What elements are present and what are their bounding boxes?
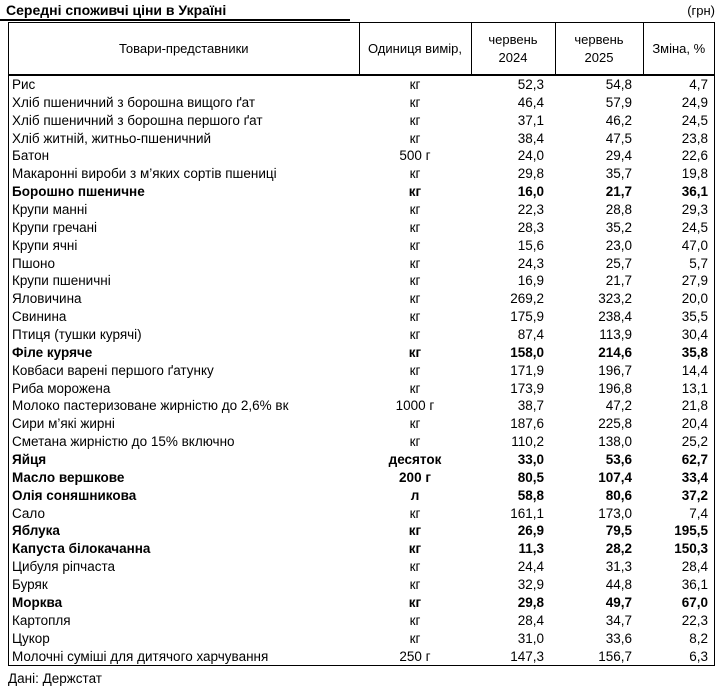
product-cell: Макаронні вироби з м’яких сортів пшениці bbox=[12, 166, 277, 182]
product-cell: Морква bbox=[12, 594, 63, 610]
table-row bbox=[9, 558, 714, 576]
unit-cell: кг bbox=[409, 112, 421, 128]
change-percent-cell: 22,6 bbox=[681, 148, 708, 164]
price-june-2024-cell: 29,8 bbox=[517, 594, 544, 610]
unit-cell: кг bbox=[409, 612, 421, 628]
product-cell: Рис bbox=[12, 77, 36, 92]
price-june-2025-cell: 35,7 bbox=[605, 166, 632, 182]
price-june-2025-cell: 46,2 bbox=[605, 112, 632, 128]
table-row bbox=[9, 540, 714, 558]
table-row bbox=[9, 451, 714, 469]
product-cell: Свинина bbox=[12, 309, 67, 325]
price-june-2024-cell: 16,0 bbox=[517, 184, 544, 200]
column-header-change: Зміна, % bbox=[643, 23, 714, 75]
change-percent-cell: 195,5 bbox=[674, 523, 708, 539]
unit-cell: кг bbox=[408, 344, 422, 360]
price-june-2024-cell: 29,8 bbox=[517, 166, 544, 182]
change-percent-cell: 35,5 bbox=[681, 309, 708, 325]
currency-note: (грн) bbox=[687, 3, 715, 18]
price-june-2024-cell: 28,4 bbox=[517, 612, 544, 628]
unit-cell: кг bbox=[408, 594, 422, 610]
change-percent-cell: 47,0 bbox=[681, 237, 708, 253]
product-cell: Олія соняшникова bbox=[12, 487, 137, 503]
price-june-2024-cell: 110,2 bbox=[511, 434, 544, 450]
price-june-2024-cell: 171,9 bbox=[510, 362, 544, 378]
price-june-2025-cell: 25,7 bbox=[605, 255, 632, 271]
change-percent-cell: 22,3 bbox=[681, 612, 708, 628]
unit-cell: кг bbox=[409, 362, 421, 378]
table-row bbox=[9, 630, 714, 648]
product-cell: Цибуля ріпчаста bbox=[12, 559, 116, 575]
column-header-product: Товари-представники bbox=[9, 23, 359, 75]
table-row bbox=[9, 290, 714, 308]
table-row bbox=[9, 201, 714, 219]
price-june-2025-cell: 28,2 bbox=[605, 541, 632, 557]
price-june-2025-cell: 138,0 bbox=[598, 434, 632, 450]
unit-cell: кг bbox=[409, 77, 421, 92]
price-june-2025-cell: 21,7 bbox=[605, 273, 632, 289]
price-june-2024-cell: 38,7 bbox=[517, 398, 544, 414]
price-june-2024-cell: 80,5 bbox=[517, 469, 544, 485]
price-june-2025-cell: 21,7 bbox=[605, 184, 632, 200]
change-percent-cell: 30,4 bbox=[681, 327, 708, 343]
price-june-2024-cell: 26,9 bbox=[517, 523, 544, 539]
change-percent-cell: 29,3 bbox=[681, 202, 708, 218]
price-june-2024-cell: 16,9 bbox=[517, 273, 544, 289]
unit-cell: кг bbox=[409, 416, 421, 432]
price-june-2024-cell: 158,0 bbox=[510, 344, 544, 360]
price-june-2025-cell: 173,0 bbox=[598, 505, 632, 521]
product-cell: Хліб пшеничний з борошна вищого ґат bbox=[12, 94, 256, 110]
unit-cell: кг bbox=[409, 380, 421, 396]
change-percent-cell: 150,3 bbox=[674, 541, 708, 557]
price-june-2024-cell: 52,3 bbox=[517, 77, 544, 92]
table-row bbox=[9, 147, 714, 165]
price-june-2025-cell: 47,2 bbox=[605, 398, 632, 414]
table-row bbox=[9, 648, 714, 666]
unit-cell: кг bbox=[409, 130, 421, 146]
table-row bbox=[9, 219, 714, 237]
price-june-2025-cell: 113,9 bbox=[599, 327, 632, 343]
price-june-2025-cell: 23,0 bbox=[605, 237, 632, 253]
table-row bbox=[9, 487, 714, 505]
price-june-2024-cell: 32,9 bbox=[517, 577, 544, 593]
price-june-2024-cell: 28,3 bbox=[517, 219, 544, 235]
price-june-2025-cell: 31,3 bbox=[605, 559, 632, 575]
price-june-2024-cell: 37,1 bbox=[517, 112, 544, 128]
unit-cell: кг bbox=[409, 630, 421, 646]
product-cell: Молоко пастеризоване жирністю до 2,6% вк bbox=[12, 398, 289, 414]
price-june-2024-cell: 38,4 bbox=[517, 130, 544, 146]
product-cell: Сметана жирністю до 15% включно bbox=[12, 434, 235, 450]
table-row bbox=[9, 112, 714, 130]
change-percent-cell: 24,9 bbox=[681, 94, 708, 110]
price-june-2025-cell: 49,7 bbox=[605, 594, 632, 610]
unit-cell: кг bbox=[409, 219, 421, 235]
product-cell: Масло вершкове bbox=[12, 469, 125, 485]
change-percent-cell: 24,5 bbox=[681, 112, 708, 128]
product-cell: Крупи манні bbox=[12, 202, 88, 218]
unit-cell: кг bbox=[409, 237, 421, 253]
product-cell: Молочні суміші для дитячого харчування bbox=[12, 648, 269, 664]
change-percent-cell: 19,8 bbox=[681, 166, 708, 182]
price-june-2025-cell: 238,4 bbox=[598, 309, 632, 325]
price-june-2025-cell: 35,2 bbox=[605, 219, 632, 235]
unit-cell: кг bbox=[409, 327, 421, 343]
unit-cell: 200 г bbox=[399, 469, 431, 485]
table-body bbox=[9, 75, 714, 665]
product-cell: Хліб житній, житньо-пшеничний bbox=[12, 130, 212, 146]
change-percent-cell: 36,1 bbox=[681, 184, 708, 200]
price-june-2024-cell: 24,4 bbox=[517, 559, 544, 575]
price-june-2024-cell: 147,3 bbox=[510, 648, 544, 664]
change-percent-cell: 7,4 bbox=[689, 505, 708, 521]
unit-cell: кг bbox=[409, 291, 421, 307]
price-june-2025-cell: 53,6 bbox=[605, 452, 632, 468]
price-june-2025-cell: 47,5 bbox=[605, 130, 632, 146]
unit-cell: кг bbox=[409, 94, 421, 110]
table-row bbox=[9, 362, 714, 380]
page-title: Середні споживчі ціни в Україні bbox=[0, 0, 350, 21]
price-june-2024-cell: 22,3 bbox=[517, 202, 544, 218]
table-row bbox=[9, 505, 714, 523]
product-cell: Батон bbox=[12, 148, 50, 164]
column-header-june-2024: червень 2024 bbox=[471, 23, 555, 75]
unit-cell: кг bbox=[409, 166, 421, 182]
price-june-2025-cell: 80,6 bbox=[605, 487, 632, 503]
unit-cell: кг bbox=[409, 434, 421, 450]
product-cell: Цукор bbox=[12, 630, 50, 646]
product-cell: Сало bbox=[12, 505, 45, 521]
table-row bbox=[9, 94, 714, 112]
table-row bbox=[9, 308, 714, 326]
table-row bbox=[9, 380, 714, 398]
price-june-2024-cell: 24,3 bbox=[517, 255, 544, 271]
price-june-2025-cell: 34,7 bbox=[605, 612, 632, 628]
change-percent-cell: 21,8 bbox=[681, 398, 708, 414]
price-june-2024-cell: 31,0 bbox=[517, 630, 544, 646]
table-row bbox=[9, 397, 714, 415]
table-row bbox=[9, 344, 714, 362]
price-june-2024-cell: 187,6 bbox=[510, 416, 544, 432]
product-cell: Картопля bbox=[12, 612, 71, 628]
change-percent-cell: 27,9 bbox=[681, 273, 708, 289]
table-row bbox=[9, 75, 714, 94]
price-june-2024-cell: 173,9 bbox=[510, 380, 544, 396]
product-cell: Яйця bbox=[12, 452, 47, 468]
change-percent-cell: 35,8 bbox=[681, 344, 708, 360]
table-row bbox=[9, 415, 714, 433]
price-june-2024-cell: 161,1 bbox=[510, 505, 544, 521]
unit-cell: кг bbox=[409, 559, 421, 575]
price-june-2024-cell: 15,6 bbox=[517, 237, 544, 253]
price-june-2025-cell: 79,5 bbox=[605, 523, 632, 539]
unit-cell: кг bbox=[409, 505, 421, 521]
table-row bbox=[9, 130, 714, 148]
price-june-2025-cell: 214,6 bbox=[598, 344, 632, 360]
table-row bbox=[9, 326, 714, 344]
change-percent-cell: 67,0 bbox=[681, 594, 708, 610]
table-row bbox=[9, 594, 714, 612]
unit-cell: кг bbox=[409, 202, 421, 218]
change-percent-cell: 24,5 bbox=[681, 219, 708, 235]
table-row bbox=[9, 272, 714, 290]
table-row bbox=[9, 522, 714, 540]
change-percent-cell: 8,2 bbox=[689, 630, 708, 646]
change-percent-cell: 20,0 bbox=[681, 291, 708, 307]
product-cell: Крупи ячні bbox=[12, 237, 78, 253]
change-percent-cell: 25,2 bbox=[681, 434, 708, 450]
product-cell: Філе куряче bbox=[12, 344, 93, 360]
product-cell: Хліб пшеничний з борошна першого ґат bbox=[12, 112, 263, 128]
change-percent-cell: 5,7 bbox=[689, 255, 708, 271]
title-bar bbox=[0, 0, 722, 21]
unit-cell: кг bbox=[409, 577, 421, 593]
price-june-2025-cell: 225,8 bbox=[598, 416, 632, 432]
unit-cell: л bbox=[410, 487, 420, 503]
product-cell: Крупи гречані bbox=[12, 219, 98, 235]
table-header-row bbox=[9, 23, 714, 75]
price-june-2025-cell: 28,8 bbox=[605, 202, 632, 218]
unit-cell: кг bbox=[408, 184, 422, 200]
change-percent-cell: 33,4 bbox=[681, 469, 708, 485]
product-cell: Буряк bbox=[12, 577, 48, 593]
table-row bbox=[9, 433, 714, 451]
change-percent-cell: 4,7 bbox=[689, 77, 708, 92]
change-percent-cell: 20,4 bbox=[681, 416, 708, 432]
change-percent-cell: 28,4 bbox=[681, 559, 708, 575]
change-percent-cell: 23,8 bbox=[681, 130, 708, 146]
price-june-2024-cell: 46,4 bbox=[517, 94, 544, 110]
unit-cell: десяток bbox=[388, 452, 442, 468]
price-table-container bbox=[8, 22, 715, 666]
product-cell: Яловичина bbox=[12, 291, 82, 307]
price-june-2025-cell: 29,4 bbox=[605, 148, 632, 164]
product-cell: Крупи пшеничні bbox=[12, 273, 111, 289]
table-row bbox=[9, 612, 714, 630]
price-june-2025-cell: 196,7 bbox=[598, 362, 632, 378]
unit-cell: кг bbox=[409, 255, 421, 271]
price-june-2025-cell: 196,8 bbox=[598, 380, 632, 396]
price-june-2025-cell: 156,7 bbox=[598, 648, 632, 664]
column-header-june-2025: червень 2025 bbox=[555, 23, 643, 75]
product-cell: Сири м’які жирні bbox=[12, 416, 115, 432]
price-table bbox=[9, 23, 714, 665]
change-percent-cell: 62,7 bbox=[681, 452, 708, 468]
table-row bbox=[9, 165, 714, 183]
price-june-2024-cell: 33,0 bbox=[517, 452, 544, 468]
product-cell: Яблука bbox=[12, 523, 60, 539]
product-cell: Капуста білокачанна bbox=[12, 541, 151, 557]
price-june-2024-cell: 11,3 bbox=[518, 541, 544, 557]
product-cell: Пшоно bbox=[12, 255, 56, 271]
price-june-2024-cell: 24,0 bbox=[517, 148, 544, 164]
table-row bbox=[9, 255, 714, 273]
product-cell: Ковбаси варені першого ґатунку bbox=[12, 362, 214, 378]
price-june-2025-cell: 33,6 bbox=[605, 630, 632, 646]
price-june-2024-cell: 58,8 bbox=[517, 487, 544, 503]
change-percent-cell: 36,1 bbox=[681, 577, 708, 593]
unit-cell: 1000 г bbox=[395, 398, 435, 414]
data-source: Дані: Держстат bbox=[8, 671, 102, 687]
price-june-2024-cell: 175,9 bbox=[510, 309, 544, 325]
price-june-2025-cell: 54,8 bbox=[605, 77, 632, 92]
change-percent-cell: 6,3 bbox=[689, 648, 708, 664]
unit-cell: 250 г bbox=[399, 648, 431, 664]
price-june-2025-cell: 57,9 bbox=[605, 94, 632, 110]
unit-cell: кг bbox=[409, 309, 421, 325]
change-percent-cell: 37,2 bbox=[681, 487, 708, 503]
price-june-2024-cell: 87,4 bbox=[517, 327, 544, 343]
change-percent-cell: 13,1 bbox=[681, 380, 708, 396]
column-header-unit: Одиниця вимір, bbox=[359, 23, 471, 75]
table-row bbox=[9, 576, 714, 594]
table-row bbox=[9, 237, 714, 255]
unit-cell: кг bbox=[408, 523, 422, 539]
unit-cell: кг bbox=[409, 273, 421, 289]
price-june-2025-cell: 323,2 bbox=[598, 291, 632, 307]
unit-cell: кг bbox=[408, 541, 422, 557]
product-cell: Риба морожена bbox=[12, 380, 111, 396]
price-june-2025-cell: 44,8 bbox=[605, 577, 632, 593]
table-row bbox=[9, 469, 714, 487]
product-cell: Борошно пшеничне bbox=[12, 184, 145, 200]
price-june-2025-cell: 107,4 bbox=[598, 469, 632, 485]
price-june-2024-cell: 269,2 bbox=[510, 291, 544, 307]
table-row bbox=[9, 183, 714, 201]
change-percent-cell: 14,4 bbox=[681, 362, 708, 378]
unit-cell: 500 г bbox=[399, 148, 431, 164]
product-cell: Птиця (тушки курячі) bbox=[12, 327, 142, 343]
